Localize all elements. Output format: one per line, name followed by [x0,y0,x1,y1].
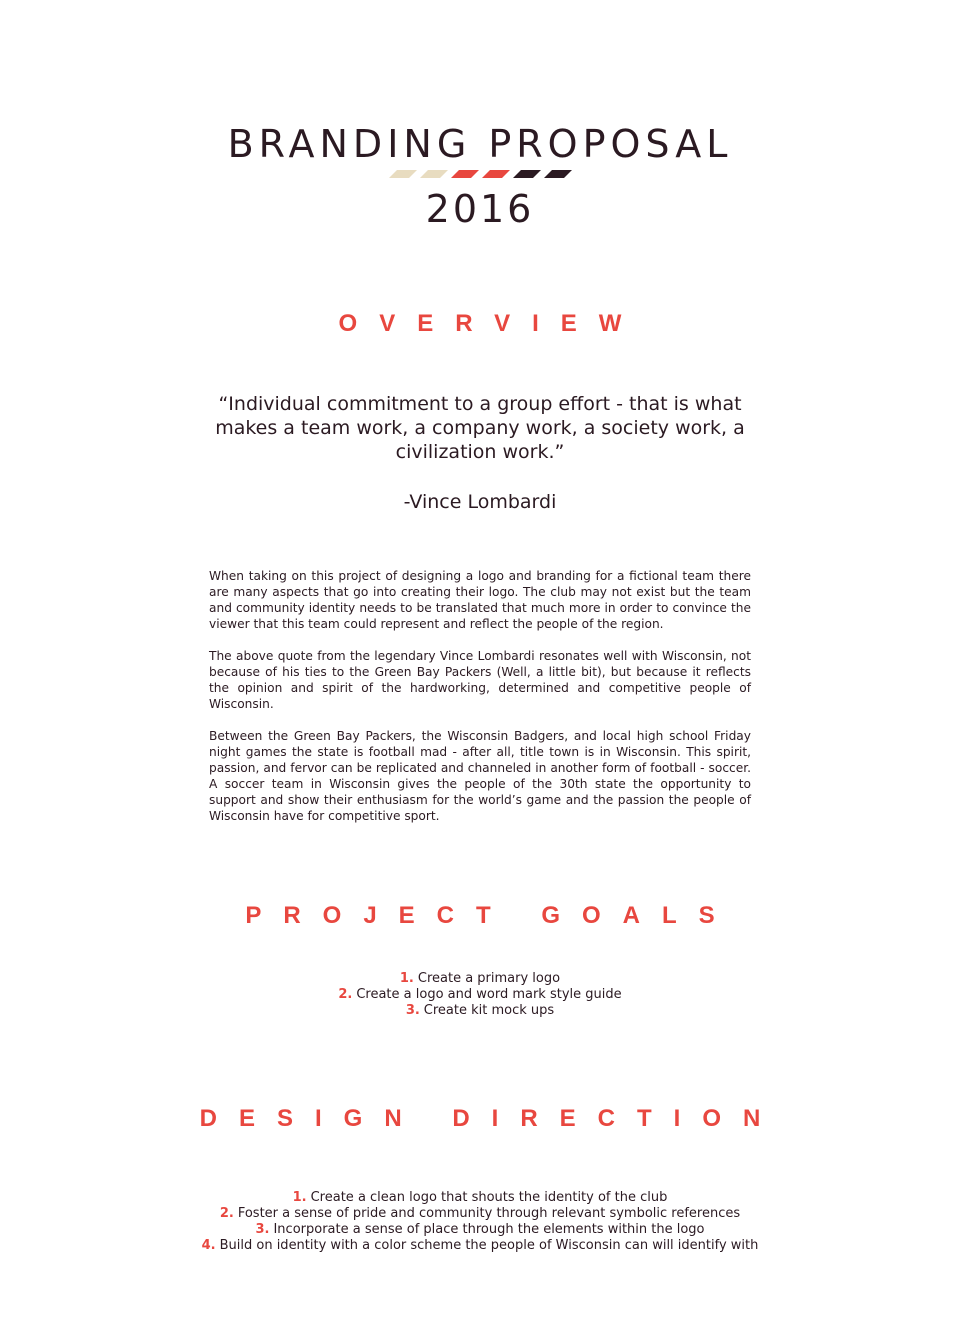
list-text: Create a primary logo [417,971,561,986]
overview-paragraph: The above quote from the legendary Vince Lombardi resonates well with Wisconsin, not because of his ties to the Green Bay Packers (Well, a little bit), but because it reflects the opinion and spirit of the hardworking, determined and competitive people of Wisconsin. [209,649,751,711]
list-item [0,1206,960,1222]
overview-paragraph: When taking on this project of designing a logo and branding for a fictional team there are many aspects that go into creating their logo. The club may not exist but the team and community identity needs to be translated that much more in order to convince the viewer that this team could represent and reflect the people of the region. [209,569,751,631]
proposal-year: 2016 [425,187,535,231]
stripe-3 [451,170,479,178]
list-text: Incorporate a sense of place through the elements within the logo [273,1222,705,1237]
list-item [0,1238,960,1254]
decorative-stripes [389,170,573,178]
stripe-1 [389,170,417,178]
list-text: Create kit mock ups [423,1003,555,1018]
list-item [0,1003,960,1019]
list-item [0,1190,960,1206]
list-text: Build on identity with a color scheme the people of Wisconsin can will identify with [219,1238,759,1253]
list-number: 4. [201,1238,216,1253]
design-direction-heading: DESIGN DIRECTION [199,1105,783,1132]
overview-heading: OVERVIEW [338,310,644,337]
list-item [0,1222,960,1238]
project-goals-list [0,971,960,1019]
stripe-5 [513,170,541,178]
overview-body [209,568,751,824]
list-item [0,987,960,1003]
list-number: 3. [405,1003,420,1018]
page-title: BRANDING PROPOSAL [227,122,733,166]
list-number: 2. [219,1206,234,1221]
list-number: 1. [292,1190,307,1205]
overview-paragraph: Between the Green Bay Packers, the Wisconsin Badgers, and local high school Friday night games the state is football mad - after all, title town is in Wisconsin. This spirit, passion, and fervor can be replicated and channeled in another form of football - soccer. A soccer team in Wisconsin gives the people of the 30th state the opportunity to support and show their enthusiasm for the world’s game and the passion the people of Wisconsin have for competitive sport. [209,729,751,823]
stripe-4 [482,170,510,178]
list-item [0,971,960,987]
list-text: Create a logo and word mark style guide [356,987,622,1002]
list-number: 1. [399,971,414,986]
quote-author: -Vince Lombardi [403,491,557,513]
stripe-6 [544,170,572,178]
lombardi-quote: “Individual commitment to a group effort - that is what makes a team work, a company work, a society work, a civilization work.” [215,393,745,463]
design-direction-list [0,1190,960,1254]
project-goals-heading: PROJECT GOALS [245,902,737,929]
list-text: Foster a sense of pride and community through relevant symbolic references [237,1206,741,1221]
list-number: 2. [338,987,353,1002]
list-number: 3. [255,1222,270,1237]
list-text: Create a clean logo that shouts the identity of the club [310,1190,668,1205]
stripe-2 [420,170,448,178]
